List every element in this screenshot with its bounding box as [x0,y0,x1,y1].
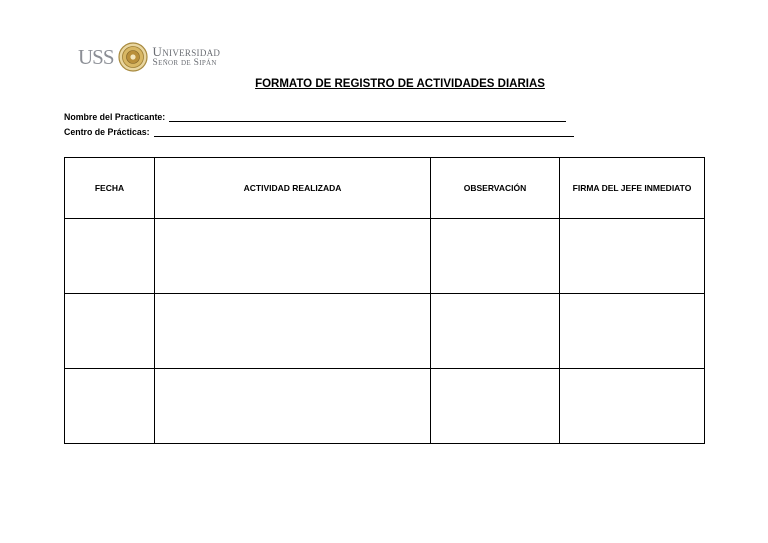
logo-text [153,45,221,69]
practicante-field [64,112,566,122]
practicante-label: Nombre del Practicante: [64,112,166,122]
university-logo [78,41,220,73]
table-row [65,219,705,294]
document-title: FORMATO DE REGISTRO DE ACTIVIDADES DIARIAS [255,78,545,90]
logo-name-line2: Señor de Sipán [152,58,217,69]
logo-mark: USS [78,44,114,69]
cell-firma[interactable] [560,369,705,444]
cell-firma[interactable] [560,219,705,294]
cell-fecha[interactable] [65,294,155,369]
cell-actividad[interactable] [155,294,431,369]
practicante-input-line[interactable] [169,112,566,122]
cell-fecha[interactable] [65,219,155,294]
centro-label: Centro de Prácticas: [64,127,150,137]
cell-actividad[interactable] [155,219,431,294]
university-seal-icon [118,42,148,72]
table-header-row [65,158,705,219]
cell-firma[interactable] [560,294,705,369]
activity-log-table [64,157,705,444]
cell-fecha[interactable] [65,369,155,444]
cell-observacion[interactable] [431,369,560,444]
centro-input-line[interactable] [154,127,574,137]
centro-field [64,127,574,137]
header-observacion: OBSERVACIÓN [431,158,560,219]
logo-name-line1: Universidad [152,44,221,60]
header-actividad: ACTIVIDAD REALIZADA [155,158,431,219]
header-fecha: FECHA [65,158,155,219]
cell-actividad[interactable] [155,369,431,444]
header-firma: FIRMA DEL JEFE INMEDIATO [560,158,705,219]
table-row [65,369,705,444]
cell-observacion[interactable] [431,219,560,294]
table-row [65,294,705,369]
cell-observacion[interactable] [431,294,560,369]
